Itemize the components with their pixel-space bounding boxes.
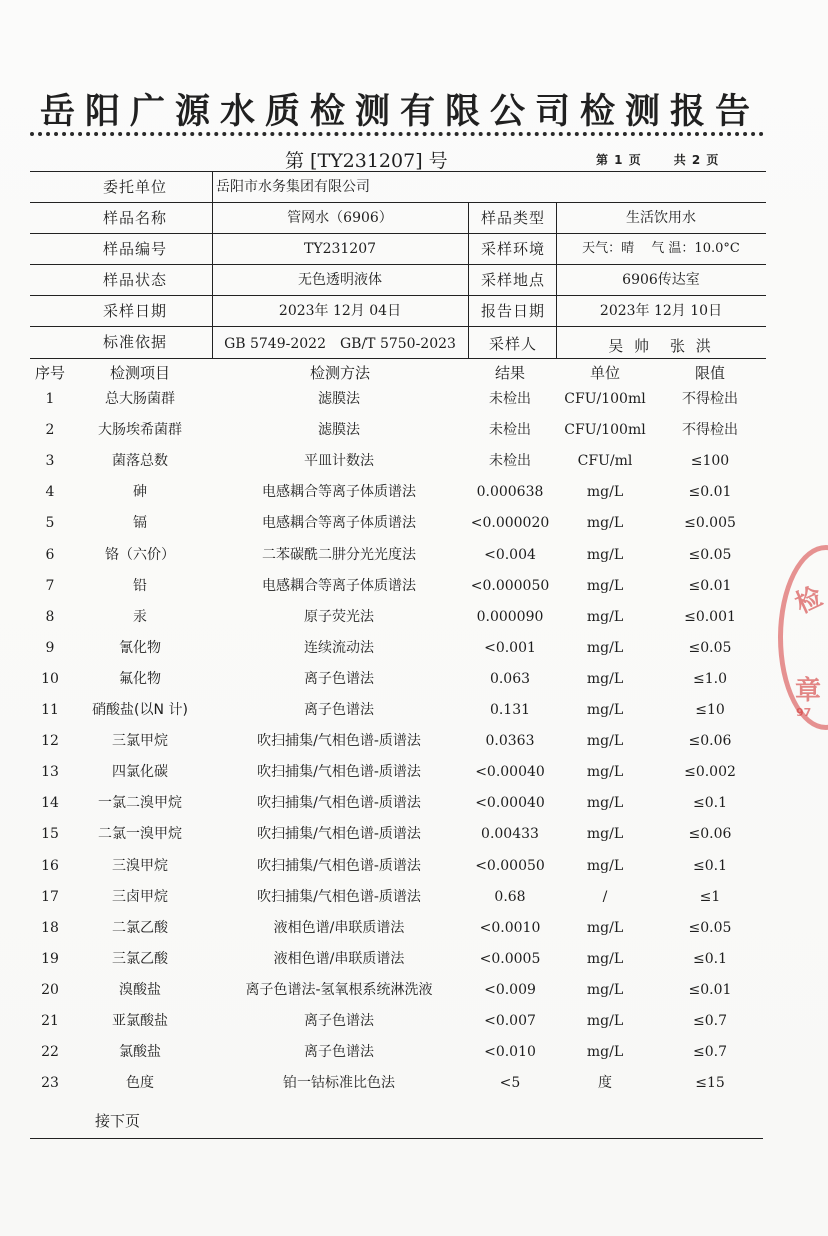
column-header-limit: 限值 [694, 364, 725, 382]
title-dotted-rule [30, 132, 764, 136]
row-method: 连续流动法 [304, 639, 374, 656]
row-no: 20 [41, 981, 59, 998]
column-header-unit: 单位 [589, 364, 620, 382]
sample-name-label: 样品名称 [102, 209, 167, 227]
row-method: 电感耦合等离子体质谱法 [262, 577, 416, 594]
standard-value: GB 5749-2022 GB/T 5750-2023 [224, 336, 456, 352]
sample-type-label: 样品类型 [480, 209, 545, 227]
row-method: 离子色谱法 [304, 702, 374, 718]
seal-glyph-middle: 章 [795, 676, 822, 706]
row-method: 液相色谱/串联质谱法 [273, 919, 405, 936]
report-number-text: 第 [TY231207] 号 [285, 150, 448, 172]
row-item: 三卤甲烷 [112, 888, 168, 905]
row-method: 滤膜法 [318, 391, 360, 407]
row-result: <0.0005 [479, 950, 541, 967]
page-indicator [596, 151, 719, 168]
row-method: 吹扫捕集/气相色谱-质谱法 [257, 795, 421, 812]
table-row [0, 944, 828, 975]
row-result: <0.00040 [475, 795, 545, 812]
row-item: 硝酸盐(以N 计) [92, 702, 188, 718]
row-limit: ≤0.06 [688, 733, 732, 750]
row-item: 三氯甲烷 [112, 733, 168, 750]
row-result: <0.000020 [470, 515, 550, 532]
row-unit: mg/L [586, 795, 624, 812]
table-column-divider [468, 202, 469, 358]
sampling-location-value: 6906传达室 [622, 272, 700, 288]
row-unit: mg/L [586, 702, 624, 718]
row-no: 2 [45, 422, 55, 439]
row-limit: 不得检出 [682, 391, 738, 407]
row-unit: mg/L [586, 639, 624, 656]
row-method: 电感耦合等离子体质谱法 [262, 484, 416, 501]
row-no: 4 [45, 484, 55, 501]
sampling-date-value: 2023年 12月 04日 [278, 303, 402, 319]
row-no: 12 [41, 733, 59, 750]
sample-type-value: 生活饮用水 [626, 210, 696, 226]
row-result: <0.007 [484, 1013, 536, 1029]
table-row [0, 540, 828, 571]
row-result: 0.063 [489, 670, 531, 687]
row-item: 二氯乙酸 [112, 919, 168, 936]
row-result: 0.131 [489, 702, 531, 718]
row-no: 1 [45, 391, 55, 407]
table-column-divider [212, 171, 213, 358]
row-no: 9 [45, 639, 55, 656]
row-unit: / [602, 888, 608, 905]
row-method: 原子荧光法 [304, 608, 374, 625]
row-limit: ≤0.1 [693, 857, 727, 874]
row-method: 离子色谱法 [304, 1044, 374, 1061]
row-method: 二苯碳酰二肼分光光度法 [262, 546, 416, 563]
row-limit: ≤0.1 [693, 950, 727, 967]
row-item: 色度 [126, 1075, 154, 1092]
row-no: 8 [45, 608, 55, 625]
row-item: 亚氯酸盐 [112, 1013, 168, 1029]
row-result: <0.010 [484, 1044, 536, 1061]
row-limit: ≤0.01 [688, 577, 732, 594]
row-method: 铂一钴标准比色法 [283, 1075, 395, 1092]
row-limit: ≤10 [695, 702, 725, 718]
row-no: 10 [41, 670, 59, 687]
row-method: 电感耦合等离子体质谱法 [262, 515, 416, 532]
row-no: 3 [45, 453, 55, 470]
row-result: <5 [499, 1075, 521, 1092]
row-item: 铅 [133, 577, 147, 594]
table-row [0, 415, 828, 446]
row-limit: ≤1.0 [693, 670, 727, 687]
table-row [0, 695, 828, 726]
row-item: 二氯一溴甲烷 [98, 826, 182, 843]
row-unit: mg/L [586, 733, 624, 750]
row-result: 未检出 [489, 422, 531, 439]
row-limit: ≤0.002 [684, 764, 736, 781]
sample-no-value: TY231207 [303, 241, 377, 257]
row-result: 0.0363 [485, 733, 535, 750]
row-limit: ≤0.001 [684, 608, 736, 625]
row-unit: CFU/ml [577, 453, 633, 470]
row-unit: 度 [598, 1075, 612, 1092]
row-unit: mg/L [586, 608, 624, 625]
table-row [0, 726, 828, 757]
row-item: 三氯乙酸 [112, 950, 168, 967]
sampler-label: 采样人 [488, 335, 537, 353]
sampling-env-value: 天气：晴 气 温：10.0°C [582, 241, 740, 256]
row-limit: ≤0.05 [688, 546, 732, 563]
table-row [0, 757, 828, 788]
sample-state-label: 样品状态 [102, 271, 167, 289]
row-result: <0.004 [484, 546, 536, 563]
row-item: 三溴甲烷 [112, 857, 168, 874]
row-result: 0.68 [494, 888, 526, 905]
row-item: 铬（六价） [105, 546, 175, 563]
row-unit: mg/L [586, 546, 624, 563]
column-header-result: 结果 [494, 364, 525, 382]
row-unit: CFU/100ml [564, 422, 646, 439]
table-row [0, 571, 828, 602]
table-row [0, 819, 828, 850]
bottom-rule [30, 1138, 763, 1139]
row-item: 氟化物 [119, 670, 161, 687]
client-value: 岳阳市水务集团有限公司 [216, 179, 370, 195]
row-no: 17 [41, 888, 59, 905]
row-no: 6 [45, 546, 55, 563]
row-item: 总大肠菌群 [105, 391, 175, 407]
row-limit: ≤0.7 [693, 1044, 727, 1061]
row-limit: ≤0.005 [684, 515, 736, 532]
report-title: 岳阳广源水质检测有限公司检测报告 [39, 92, 760, 132]
table-row [0, 913, 828, 944]
report-date-value: 2023年 12月 10日 [599, 303, 723, 319]
row-no: 15 [41, 826, 59, 843]
row-unit: mg/L [586, 577, 624, 594]
table-row [0, 477, 828, 508]
row-unit: mg/L [586, 764, 624, 781]
row-result: <0.009 [484, 981, 536, 998]
page-total: 共 2 页 [673, 153, 720, 167]
row-unit: mg/L [586, 857, 624, 874]
row-unit: mg/L [586, 981, 624, 998]
row-limit: ≤0.1 [693, 795, 727, 812]
row-result: 未检出 [489, 453, 531, 470]
row-item: 大肠埃希菌群 [98, 422, 182, 439]
report-number [285, 146, 448, 173]
table-row [0, 384, 828, 415]
row-item: 一氯二溴甲烷 [98, 795, 182, 812]
row-no: 19 [41, 950, 59, 967]
row-result: <0.00050 [475, 857, 545, 874]
continued-note: 接下页 [95, 1112, 141, 1130]
client-label: 委托单位 [102, 178, 167, 196]
row-unit: mg/L [586, 484, 624, 501]
table-row [0, 664, 828, 695]
row-unit: mg/L [586, 670, 624, 687]
table-row [0, 1068, 828, 1099]
sampling-location-label: 采样地点 [480, 271, 545, 289]
row-limit: ≤15 [695, 1075, 725, 1092]
row-no: 13 [41, 764, 59, 781]
report-date-label: 报告日期 [480, 302, 545, 320]
row-method: 吹扫捕集/气相色谱-质谱法 [257, 857, 421, 874]
row-limit: ≤0.06 [688, 826, 732, 843]
row-method: 吹扫捕集/气相色谱-质谱法 [257, 764, 421, 781]
table-row [0, 975, 828, 1006]
row-item: 溴酸盐 [119, 981, 161, 998]
row-method: 吹扫捕集/气相色谱-质谱法 [257, 888, 421, 905]
row-limit: ≤0.05 [688, 639, 732, 656]
row-method: 离子色谱法-氢氧根系统淋洗液 [245, 981, 433, 998]
table-row [0, 851, 828, 882]
row-result: 0.000090 [476, 608, 544, 625]
sample-name-value: 管网水（6906） [287, 210, 393, 226]
table-row [0, 1037, 828, 1068]
row-item: 菌落总数 [112, 453, 168, 470]
row-item: 镉 [133, 515, 147, 532]
table-row [0, 788, 828, 819]
row-method: 离子色谱法 [304, 670, 374, 687]
table-row [0, 602, 828, 633]
row-method: 离子色谱法 [304, 1013, 374, 1029]
row-no: 11 [41, 702, 59, 718]
row-item: 氰化物 [119, 639, 161, 656]
column-header-item: 检测项目 [109, 364, 170, 382]
row-limit: ≤100 [690, 453, 730, 470]
seal-glyph-number: 97 [796, 706, 812, 719]
table-row [0, 508, 828, 539]
row-limit: 不得检出 [682, 422, 738, 439]
row-no: 16 [41, 857, 59, 874]
row-method: 液相色谱/串联质谱法 [273, 950, 405, 967]
row-unit: CFU/100ml [564, 391, 646, 407]
row-limit: ≤0.7 [693, 1013, 727, 1029]
row-limit: ≤0.01 [688, 484, 732, 501]
row-no: 22 [41, 1044, 59, 1061]
sample-state-value: 无色透明液体 [298, 272, 382, 288]
row-no: 23 [41, 1075, 59, 1092]
row-unit: mg/L [586, 1013, 624, 1029]
row-result: <0.0010 [479, 919, 541, 936]
row-no: 21 [41, 1013, 59, 1029]
sampling-env-label: 采样环境 [480, 240, 545, 258]
row-unit: mg/L [586, 919, 624, 936]
row-unit: mg/L [586, 1044, 624, 1061]
row-result: <0.00040 [475, 764, 545, 781]
page-current: 第 1 页 [596, 153, 642, 167]
row-unit: mg/L [586, 826, 624, 843]
row-method: 平皿计数法 [304, 453, 374, 470]
sample-no-label: 样品编号 [102, 240, 167, 258]
column-header-no: 序号 [34, 364, 65, 382]
row-item: 砷 [133, 484, 147, 501]
table-column-divider [556, 202, 557, 358]
row-result: <0.001 [484, 639, 536, 656]
row-no: 14 [41, 795, 59, 812]
row-limit: ≤0.05 [688, 919, 732, 936]
row-item: 汞 [133, 608, 147, 625]
table-row [0, 633, 828, 664]
sampling-date-label: 采样日期 [102, 302, 167, 320]
standard-label: 标准依据 [102, 333, 167, 351]
row-no: 7 [45, 577, 55, 594]
row-no: 18 [41, 919, 59, 936]
row-limit: ≤0.01 [688, 981, 732, 998]
row-result: 0.000638 [476, 484, 544, 501]
seal-glyph-top: 检 [790, 581, 828, 620]
table-row [0, 882, 828, 913]
row-item: 四氯化碳 [112, 764, 168, 781]
row-result: <0.000050 [470, 577, 550, 594]
sampler-value: 吴 帅 张 洪 [608, 337, 714, 355]
row-item: 氯酸盐 [119, 1044, 161, 1061]
table-row [0, 1006, 828, 1037]
row-method: 吹扫捕集/气相色谱-质谱法 [257, 733, 421, 750]
row-unit: mg/L [586, 515, 624, 532]
row-result: 未检出 [489, 391, 531, 407]
row-method: 吹扫捕集/气相色谱-质谱法 [257, 826, 421, 843]
table-row [0, 446, 828, 477]
row-limit: ≤1 [699, 888, 721, 905]
row-unit: mg/L [586, 950, 624, 967]
row-result: 0.00433 [481, 826, 539, 843]
row-no: 5 [45, 515, 55, 532]
column-header-method: 检测方法 [309, 364, 370, 382]
row-method: 滤膜法 [318, 422, 360, 439]
